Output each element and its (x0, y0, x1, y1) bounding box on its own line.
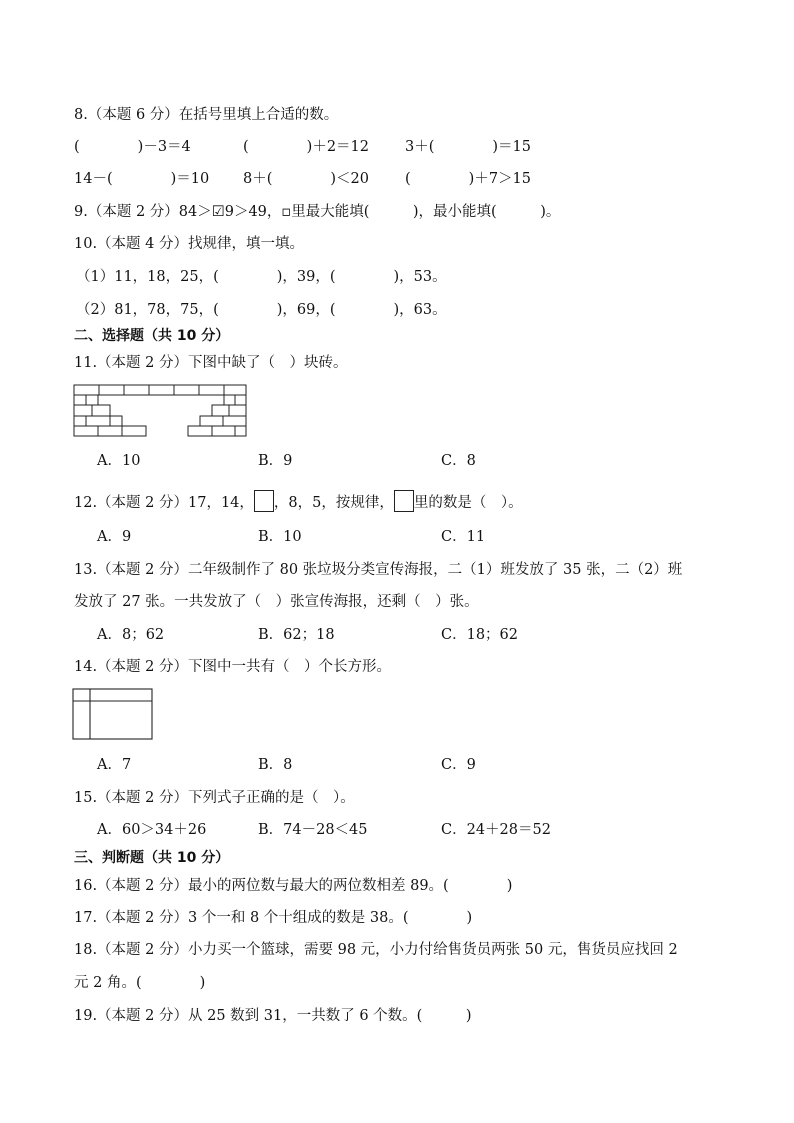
question-14-title: 14.（本题 2 分）下图中一共有（ ）个长方形。 (74, 659, 392, 675)
question-8-title: 8.（本题 6 分）在括号里填上合适的数。 (74, 107, 339, 123)
q12-option-c[interactable]: C．11 (441, 529, 486, 545)
question-12-part-2: ，8，5，按规律， (273, 495, 394, 511)
question-10-title: 10.（本题 4 分）找规律，填一填。 (74, 236, 305, 252)
q14-option-b[interactable]: B．8 (258, 757, 293, 773)
question-18-line-1: 18.（本题 2 分）小力买一个篮球，需要 98 元，小力付给售货员两张 50 元，售货员应找回 2 (74, 942, 678, 958)
q15-option-a[interactable]: A．60＞34＋26 (97, 822, 207, 838)
blank-box-icon (254, 490, 274, 512)
question-11-title: 11.（本题 2 分）下图中缺了（ ）块砖。 (74, 355, 348, 371)
question-12-part-1: 12.（本题 2 分）17，14， (74, 495, 254, 511)
q14-option-a[interactable]: A．7 (97, 757, 132, 773)
q15-option-b[interactable]: B．74－28＜45 (258, 822, 368, 838)
question-10-sequence-1: （1）11，18，25，( )，39，( )，53。 (76, 269, 447, 285)
question-16: 16.（本题 2 分）最小的两位数与最大的两位数相差 89。( ) (74, 878, 513, 894)
blank-box-icon (394, 490, 414, 512)
q13-option-b[interactable]: B．62；18 (258, 627, 335, 643)
q12-option-b[interactable]: B．10 (258, 529, 302, 545)
question-19: 19.（本题 2 分）从 25 数到 31，一共数了 6 个数。( ) (74, 1008, 472, 1024)
q15-option-c[interactable]: C．24＋28＝52 (441, 822, 551, 838)
question-15-title: 15.（本题 2 分）下列式子正确的是（ ）。 (74, 790, 355, 806)
rectangle-figure (72, 688, 154, 742)
question-13-line-1: 13.（本题 2 分）二年级制作了 80 张垃圾分类宣传海报，二（1）班发放了 35 张，二（2）班 (74, 562, 683, 578)
question-8-blank-3: 3＋( )＝15 (405, 139, 531, 155)
q13-option-c[interactable]: C．18；62 (441, 627, 518, 643)
question-8-blank-4: 14－( )＝10 (74, 171, 210, 187)
question-8-blank-2: ( )＋2＝12 (243, 139, 369, 155)
question-8-blank-5: 8＋( )＜20 (243, 171, 369, 187)
question-18-line-2: 元 2 角。( ) (74, 975, 206, 991)
q11-option-b[interactable]: B．9 (258, 453, 293, 469)
question-12-part-3: 里的数是（ ）。 (413, 495, 523, 511)
question-13-line-2: 发放了 27 张。一共发放了（ ）张宣传海报，还剩（ ）张。 (74, 594, 479, 610)
question-8-blank-6: ( )＋7＞15 (405, 171, 531, 187)
section-3-heading: 三、判断题（共 10 分） (74, 850, 230, 866)
question-17: 17.（本题 2 分）3 个一和 8 个十组成的数是 38。( ) (74, 910, 473, 926)
q11-option-c[interactable]: C．8 (441, 453, 476, 469)
q11-option-a[interactable]: A．10 (97, 453, 141, 469)
brick-wall-figure (72, 383, 250, 441)
question-9: 9.（本题 2 分）84＞☑9＞49，▫里最大能填( )，最小能填( )。 (74, 204, 561, 220)
question-12 (74, 490, 523, 512)
q12-option-a[interactable]: A．9 (97, 529, 132, 545)
section-2-heading: 二、选择题（共 10 分） (74, 328, 230, 344)
q13-option-a[interactable]: A．8；62 (97, 627, 165, 643)
question-8-blank-1: ( )－3＝4 (74, 139, 191, 155)
question-10-sequence-2: （2）81，78，75，( )，69，( )，63。 (76, 302, 447, 318)
q14-option-c[interactable]: C．9 (441, 757, 476, 773)
